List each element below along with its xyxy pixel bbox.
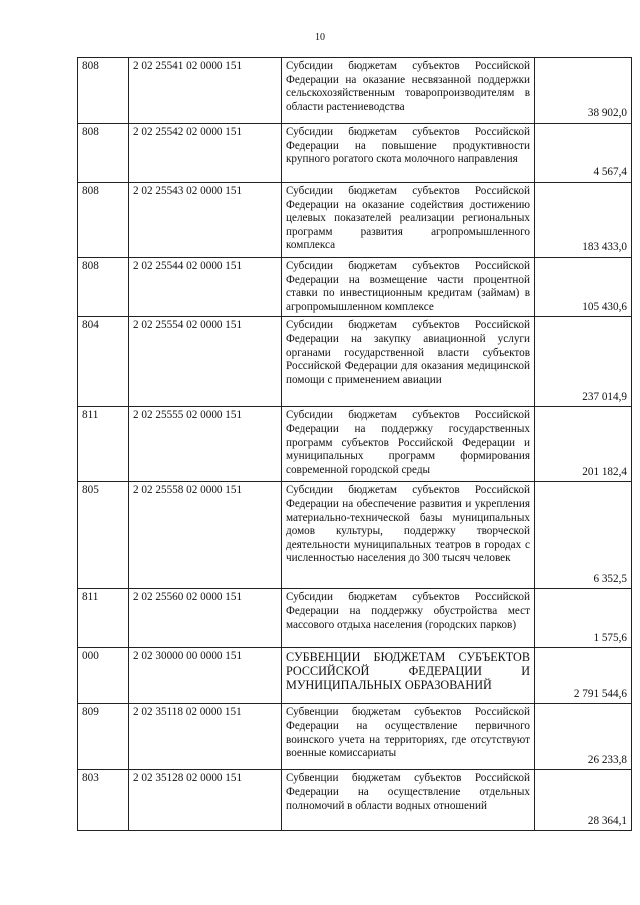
budget-code-cell: 2 02 25554 02 0000 151 bbox=[129, 317, 282, 407]
table-row bbox=[78, 770, 632, 831]
budget-code-cell: 2 02 30000 00 0000 151 bbox=[129, 648, 282, 704]
revenue-name-cell: Субсидии бюджетам субъектов Российской Федерации на закупку авиационной услуги органами государственной власти субъектов Российской Федерации для оказания медицинской помощи с применением авиации bbox=[282, 317, 535, 407]
budget-code-cell: 2 02 25544 02 0000 151 bbox=[129, 258, 282, 317]
admin-code-cell: 808 bbox=[78, 258, 129, 317]
amount-cell: 6 352,5 bbox=[535, 482, 632, 589]
admin-code-cell: 808 bbox=[78, 58, 129, 124]
budget-code-cell: 2 02 35118 02 0000 151 bbox=[129, 704, 282, 770]
admin-code-cell: 804 bbox=[78, 317, 129, 407]
table-row bbox=[78, 407, 632, 482]
page-number: 10 bbox=[315, 32, 325, 43]
admin-code-cell: 000 bbox=[78, 648, 129, 704]
table-row bbox=[78, 482, 632, 589]
amount-cell: 38 902,0 bbox=[535, 58, 632, 124]
budget-code-cell: 2 02 35128 02 0000 151 bbox=[129, 770, 282, 831]
table-body bbox=[78, 58, 632, 831]
budget-code-cell: 2 02 25541 02 0000 151 bbox=[129, 58, 282, 124]
table-row bbox=[78, 124, 632, 183]
amount-cell: 28 364,1 bbox=[535, 770, 632, 831]
table-row bbox=[78, 317, 632, 407]
revenue-name-cell: Субсидии бюджетам субъектов Российской Федерации на оказание содействия достижению целевых показателей реализации региональных программ развития агропромышленного комплекса bbox=[282, 183, 535, 258]
budget-code-cell: 2 02 25560 02 0000 151 bbox=[129, 589, 282, 648]
budget-code-cell: 2 02 25542 02 0000 151 bbox=[129, 124, 282, 183]
revenue-name-cell: Субсидии бюджетам субъектов Российской Федерации на поддержку государственных программ субъектов Российской Федерации и муниципальных программ формирования современной городской среды bbox=[282, 407, 535, 482]
admin-code-cell: 808 bbox=[78, 183, 129, 258]
amount-cell: 26 233,8 bbox=[535, 704, 632, 770]
amount-cell: 237 014,9 bbox=[535, 317, 632, 407]
revenue-name-cell: Субвенции бюджетам субъектов Российской Федерации на осуществление первичного воинского учета на территориях, где отсутствуют военные комиссариаты bbox=[282, 704, 535, 770]
amount-cell: 201 182,4 bbox=[535, 407, 632, 482]
table-row bbox=[78, 589, 632, 648]
amount-cell: 2 791 544,6 bbox=[535, 648, 632, 704]
budget-code-cell: 2 02 25558 02 0000 151 bbox=[129, 482, 282, 589]
admin-code-cell: 805 bbox=[78, 482, 129, 589]
amount-cell: 183 433,0 bbox=[535, 183, 632, 258]
admin-code-cell: 803 bbox=[78, 770, 129, 831]
revenue-name-cell: Субсидии бюджетам субъектов Российской Федерации на оказание несвязанной поддержки сельскохозяйственным товаропроизводителям в области растениеводства bbox=[282, 58, 535, 124]
amount-cell: 4 567,4 bbox=[535, 124, 632, 183]
admin-code-cell: 811 bbox=[78, 589, 129, 648]
table-row bbox=[78, 183, 632, 258]
revenue-name-cell: Субсидии бюджетам субъектов Российской Федерации на повышение продуктивности крупного рогатого скота молочного направления bbox=[282, 124, 535, 183]
admin-code-cell: 808 bbox=[78, 124, 129, 183]
revenue-name-cell: Субсидии бюджетам субъектов Российской Федерации на возмещение части процентной ставки по инвестиционным кредитам (займам) в агропромышленном комплексе bbox=[282, 258, 535, 317]
revenue-name-cell: Субвенции бюджетам субъектов Российской Федерации на осуществление отдельных полномочий в области водных отношений bbox=[282, 770, 535, 831]
budget-revenue-table bbox=[77, 57, 632, 831]
budget-code-cell: 2 02 25555 02 0000 151 bbox=[129, 407, 282, 482]
table-row bbox=[78, 704, 632, 770]
revenue-name-cell: Субсидии бюджетам субъектов Российской Федерации на поддержку обустройства мест массового отдыха населения (городских парков) bbox=[282, 589, 535, 648]
admin-code-cell: 811 bbox=[78, 407, 129, 482]
table-row bbox=[78, 58, 632, 124]
amount-cell: 105 430,6 bbox=[535, 258, 632, 317]
amount-cell: 1 575,6 bbox=[535, 589, 632, 648]
budget-code-cell: 2 02 25543 02 0000 151 bbox=[129, 183, 282, 258]
table-row bbox=[78, 648, 632, 704]
revenue-name-cell: СУБВЕНЦИИ БЮДЖЕТАМ СУБЪЕКТОВ РОССИЙСКОЙ ФЕДЕРАЦИИ И МУНИЦИПАЛЬНЫХ ОБРАЗОВАНИЙ bbox=[282, 648, 535, 704]
revenue-name-cell: Субсидии бюджетам субъектов Российской Федерации на обеспечение развития и укрепления материально-технической базы муниципальных домов культуры, поддержку творческой деятельности муниципальных театров в городах с численностью населения до 300 тысяч человек bbox=[282, 482, 535, 589]
table-row bbox=[78, 258, 632, 317]
admin-code-cell: 809 bbox=[78, 704, 129, 770]
